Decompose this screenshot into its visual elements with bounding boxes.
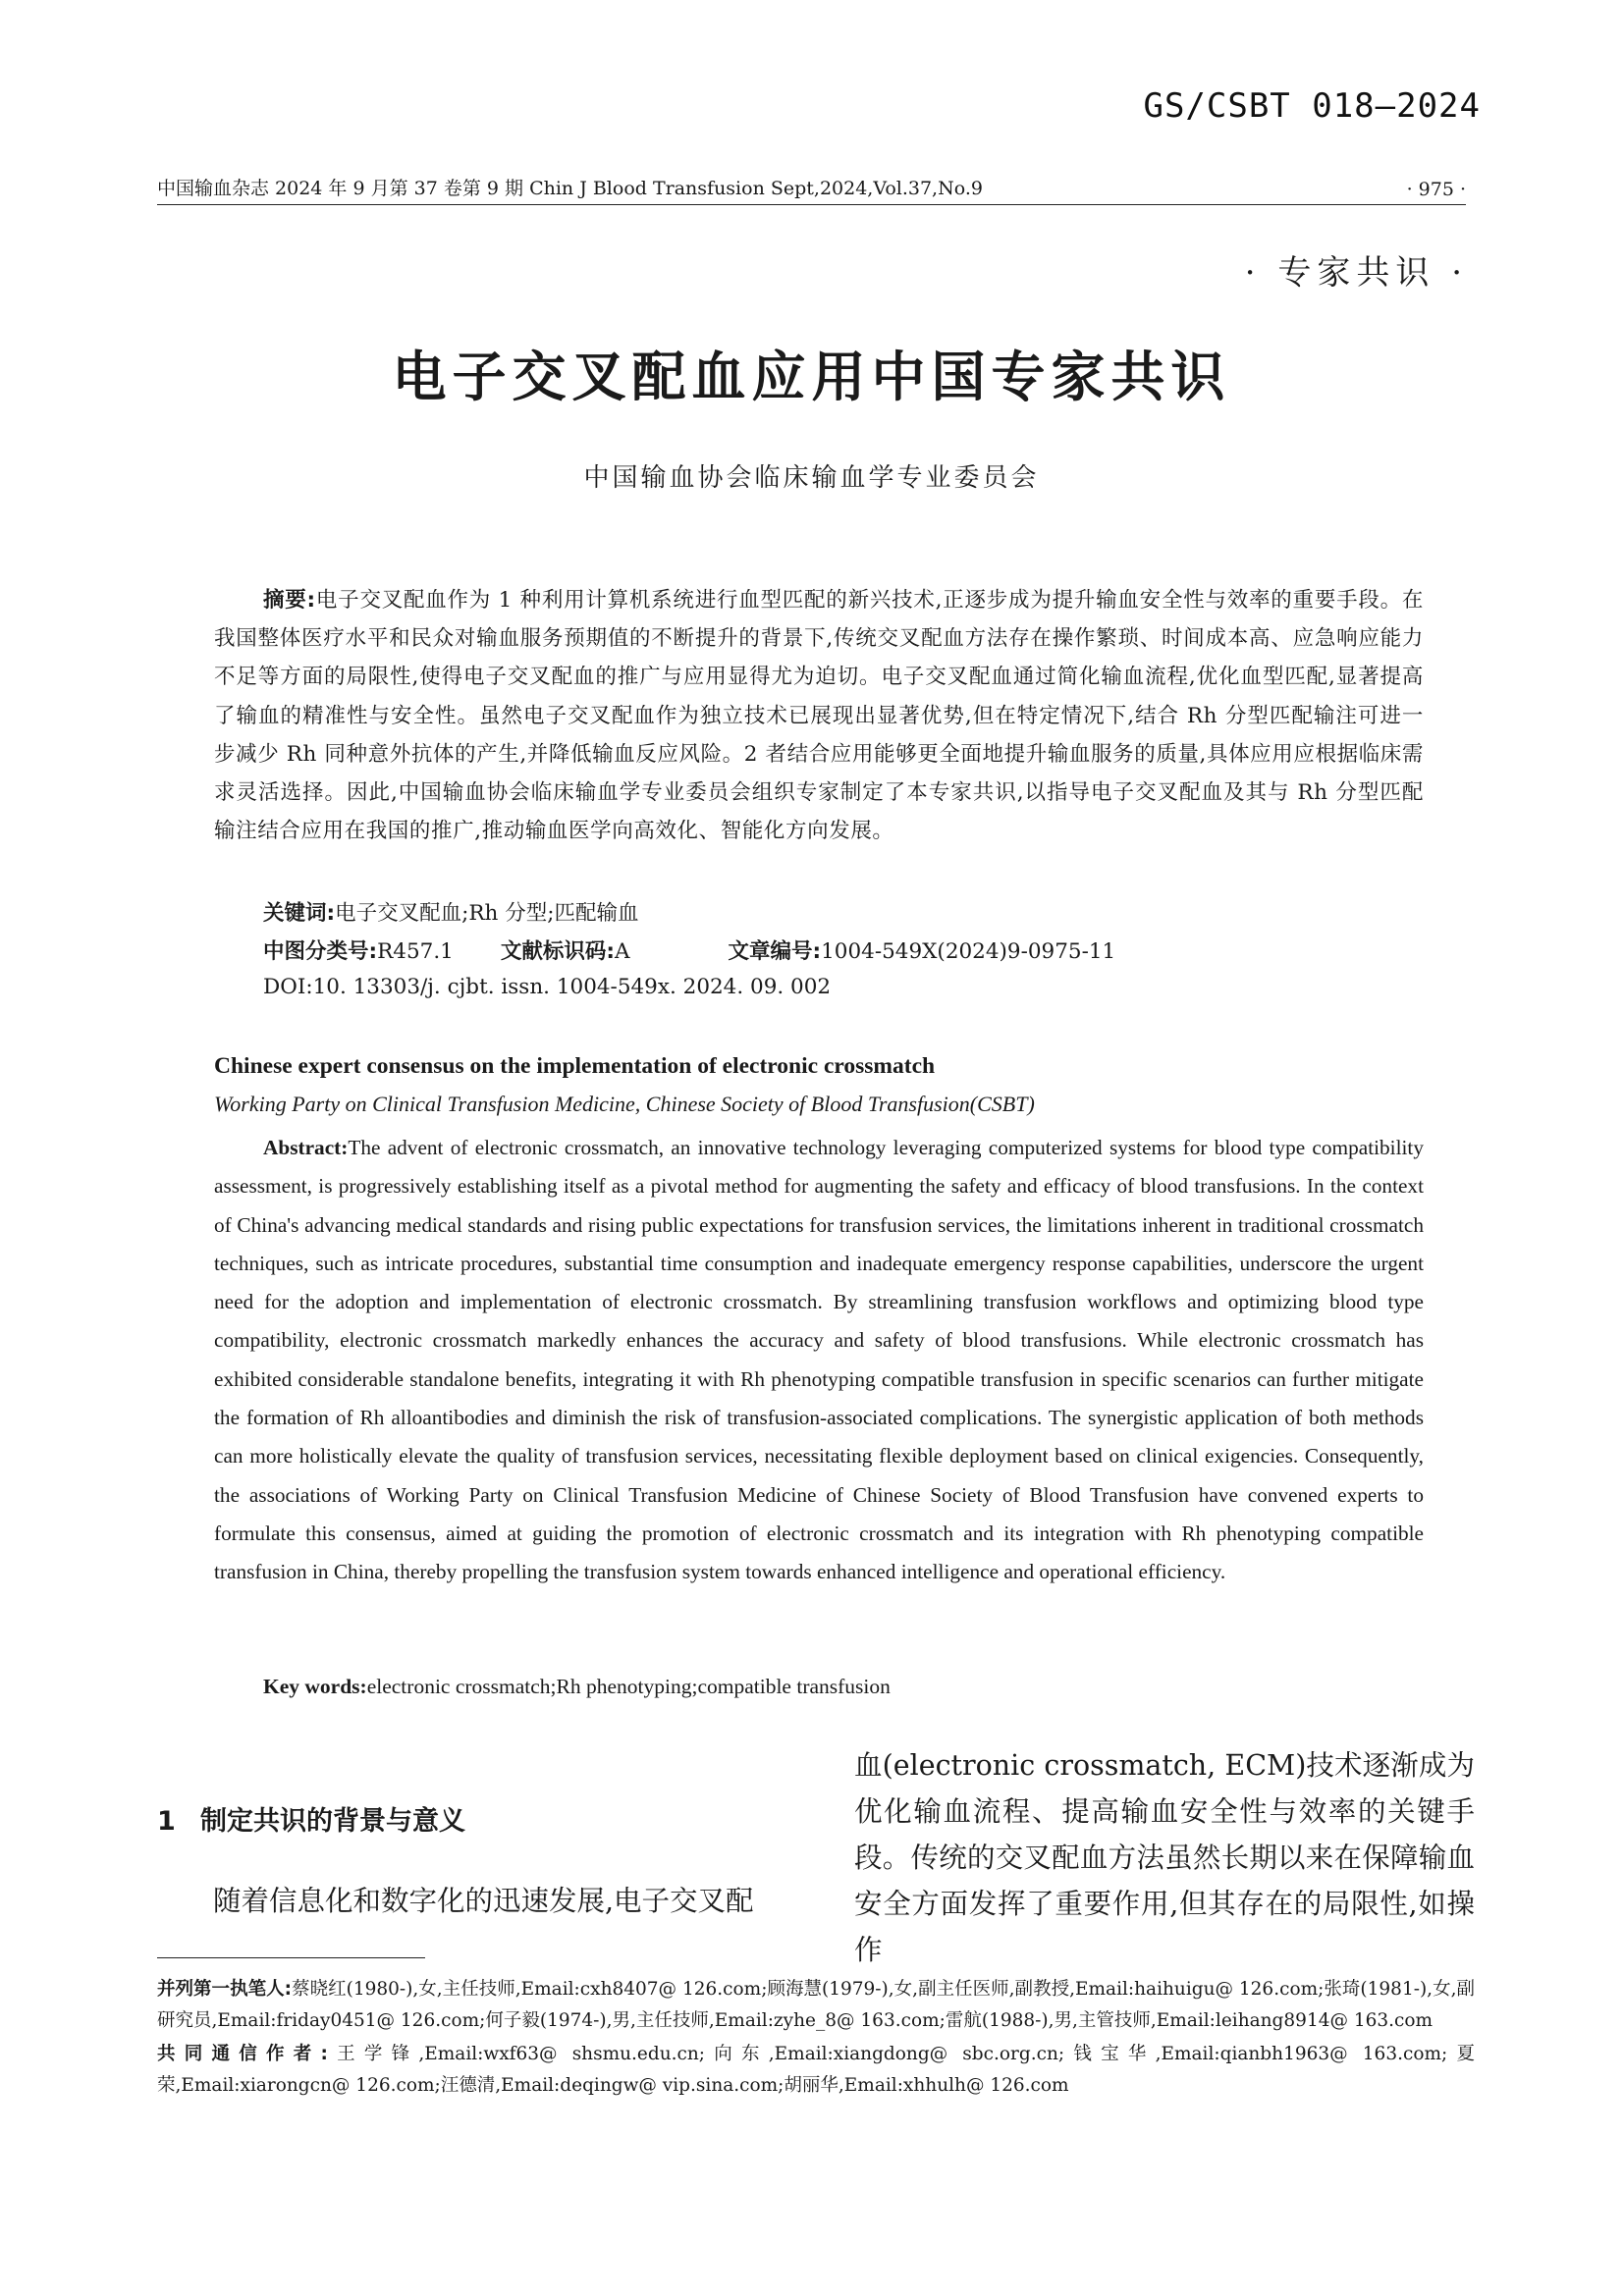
article-no-label: 文章编号: [728,939,822,964]
footnote-divider [157,1957,425,1958]
first-authors-text: 蔡晓红(1980-),女,主任技师,Email:cxh8407@ 126.com;顾海慧(1979-),女,副主任医师,副教授,Email:haihuigu@ 126.com;张琦(1981-),女,副研究员,Email:friday0451@ 126.com;何子毅(1974-),男,主任技师,Email:zyhe_8@ 163.com;雷航(1988-),男,主管技师,Email:leihang8914@ 163.com [157,1979,1475,2031]
column-label: · 专家共识 · [1244,253,1468,293]
chinese-abstract-text: 电子交叉配血作为 1 种利用计算机系统进行血型匹配的新兴技术,正逐步成为提升输血安全性与效率的重要手段。在我国整体医疗水平和民众对输血服务预期值的不断提升的背景下,传统交叉配血方法存在操作繁琐、时间成本高、应急响应能力不足等方面的局限性,使得电子交叉配血的推广与应用显得尤为迫切。电子交叉配血通过简化输血流程,优化血型匹配,显著提高了输血的精准性与安全性。虽然电子交叉配血作为独立技术已展现出显著优势,但在特定情况下,结合 Rh 分型匹配输注可进一步减少 Rh 同种意外抗体的产生,并降低输血反应风险。2 者结合应用能够更全面地提升输血服务的质量,具体应用应根据临床需求灵活选择。因此,中国输血协会临床输血学专业委员会组织专家制定了本专家共识,以指导电子交叉配血及其与 Rh 分型匹配输注结合应用在我国的推广,推动输血医学向高效化、智能化方向发展。 [214,588,1424,844]
chinese-keywords-text: 电子交叉配血;Rh 分型;匹配输血 [335,901,639,926]
chinese-keywords-label: 关键词: [263,901,336,926]
body-text-left: 随着信息化和数字化的迅速发展,电子交叉配 [213,1885,754,1917]
doi[interactable]: DOI:10. 13303/j. cjbt. issn. 1004-549x. 2024. 09. 002 [263,975,832,999]
english-abstract [214,1129,1424,1592]
footnotes [157,1974,1475,2104]
classification-line [263,934,1115,965]
chinese-keywords [263,896,638,927]
body-text-right: 血(electronic crossmatch, ECM)技术逐渐成为优化输血流程、提高输血安全性与效率的关键手段。传统的交叉配血方法虽然长期以来在保障输血安全方面发挥了重要作用,但其存在的局限性,如操作 [854,1749,1475,1966]
corresponding-label: 共同通信作者: [157,2044,328,2064]
english-abstract-label: Abstract: [263,1136,349,1159]
article-authors: 中国输血协会临床输血学专业委员会 [583,463,1040,493]
journal-citation: 中国输血杂志 2024 年 9 月第 37 卷第 9 期 Chin J Blood Transfusion Sept,2024,Vol.37,No.9 [157,178,983,199]
doc-code-label: 文献标识码: [500,939,615,964]
chinese-abstract-label: 摘要: [263,588,316,613]
article-no-value: 1004-549X(2024)9-0975-11 [821,939,1116,964]
english-authors: Working Party on Clinical Transfusion Medicine, Chinese Society of Blood Transfusion(CSBT) [214,1092,1035,1116]
footnote-first-authors [157,1974,1475,2036]
doc-code-value: A [614,939,630,964]
english-keywords [263,1675,891,1699]
english-title: Chinese expert consensus on the implementation of electronic crossmatch [214,1053,936,1079]
page-number: · 975 · [1406,179,1466,200]
standard-code: GS/CSBT 018—2024 [1143,86,1481,126]
section-title: 制定共识的背景与意义 [200,1806,465,1837]
clc-label: 中图分类号: [263,939,378,964]
english-abstract-text: The advent of electronic crossmatch, an innovative technology leveraging computerized systems for blood type compatibility assessment, is progressively establishing itself as a pivotal method for augmenting the safety and efficacy of blood transfusions. In the context of China's advancing medical standards and rising public expectations for transfusion services, the limitations inherent in traditional crossmatch techniques, such as intricate procedures, substantial time consumption and inadequate emergency response capabilities, underscore the urgent need for the adoption and implementation of electronic crossmatch. By streamlining transfusion workflows and optimizing blood type compatibility, electronic crossmatch markedly enhances the accuracy and safety of blood transfusions. While electronic crossmatch has exhibited considerable standalone benefits, integrating it with Rh phenotyping compatible transfusion in specific scenarios can further mitigate the formation of Rh alloantibodies and diminish the risk of transfusion-associated complications. The synergistic application of both methods can more holistically elevate the quality of transfusion services, necessitating flexible deployment based on clinical exigencies. Consequently, the associations of Working Party on Clinical Transfusion Medicine of Chinese Society of Blood Transfusion have convened experts to formulate this consensus, aimed at guiding the promotion of electronic crossmatch and its integration with Rh phenotyping compatible transfusion in China, thereby propelling the transfusion system towards enhanced intelligence and operational efficiency. [214,1136,1424,1584]
corresponding-text: 王学锋,Email:wxf63@ shsmu.edu.cn;向东,Email:xiangdong@ sbc.org.cn;钱宝华,Email:qianbh1963@ 163.com;夏荣,Email:xiarongcn@ 126.com;汪德清,Email:deqingw@ vip.sina.com;胡丽华,Email:xhhulh@ 126.com [157,2044,1475,2096]
footnote-corresponding [157,2039,1475,2101]
english-keywords-text: electronic crossmatch;Rh phenotyping;compatible transfusion [366,1675,891,1698]
chinese-abstract [214,581,1424,850]
running-head [157,175,1466,205]
section-heading [157,1799,465,1838]
clc-value: R457.1 [377,939,454,964]
first-authors-label: 并列第一执笔人: [157,1979,293,2000]
article-title: 电子交叉配血应用中国专家共识 [392,346,1231,408]
section-number: 1 [157,1806,176,1837]
english-keywords-label: Key words: [263,1675,367,1698]
